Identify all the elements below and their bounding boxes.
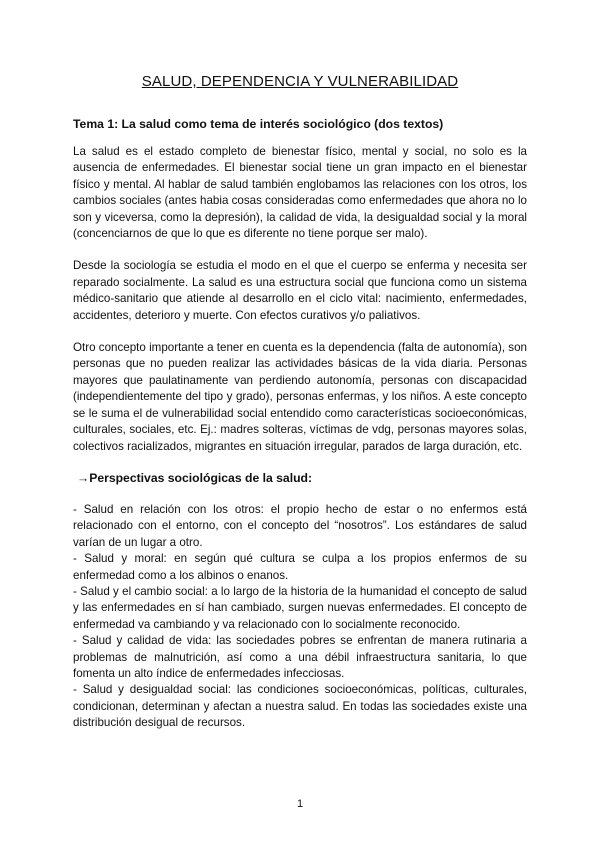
page-number: 1 [296, 798, 304, 810]
paragraph-health-definition: La salud es el estado completo de bienestar físico, mental y social, no solo es la ausencia de enfermedades. El bienestar social tiene un gran impacto en el bienestar físico y mental. Al hablar de salud también englobamos las relaciones con los otros, los cambios sociales (antes habia cosas consideradas como enfermedades que ahora no lo son y viceversa, como la depresión), la calidad de vida, la desigualdad social y la moral (concenciarnos de que lo que es diferente no tiene porque ser malo). [73, 145, 527, 241]
list-item: - Salud y calidad de vida: las sociedades pobres se enfrentan de manera rutinaria a problemas de malnutrición, así como a una débil infraestructura sanitaria, lo que fomenta un alto índice de enfermedades infecciosas. [73, 634, 527, 680]
paragraph-dependency: Otro concepto importante a tener en cuenta es la dependencia (falta de autonomía), son personas que no pueden realizar las actividades básicas de la vida diaria. Personas mayores que paulatinamente van perdiendo autonomía, personas con discapacidad (independientemente del tipo y grado), personas enfermas, y los niños. A este concepto se le suma el de vulnerabilidad social entendido como características socioeconómicas, culturales, sociales, etc. Ej.: madres solteras, víctimas de vdg, personas mayores solas, colectivos racializados, migrantes en situación irregular, parados de larga duración, etc. [73, 341, 527, 453]
list-item: - Salud y el cambio social: a lo largo de la historia de la humanidad el concepto de salud y las enfermedades en sí han cambiado, surgen nuevas enfermedades. El concepto de enfermedad va cambiando y va relacionado con lo socialmente reconocido. [73, 584, 527, 631]
paragraph-sociology-of-health: Desde la sociología se estudia el modo en el que el cuerpo se enferma y necesita ser reparado socialmente. La salud es una estructura social que funciona como un sistema médico-sanitario que atiende al desarrollo en el ciclo vital: nacimiento, enfermedades, accidentes, deterioro y muerte. Con efectos curativos y/o paliativos. [73, 259, 527, 322]
topic-heading: Tema 1: La salud como tema de interés sociológico (dos textos) [73, 117, 444, 131]
perspectives-list [73, 502, 527, 732]
section-heading-text: Perspectivas sociológicas de la salud: [89, 470, 313, 485]
document-title: SALUD, DEPENDENCIA Y VULNERABILIDAD [141, 73, 459, 90]
list-item: - Salud en relación con los otros: el propio hecho de estar o no enfermos está relacionado con el entorno, con el concepto del “nosotros”. Los estándares de salud varían de un lugar a otro. [73, 502, 527, 549]
list-item: - Salud y moral: en según qué cultura se culpa a los propios enfermos de su enfermedad como a los albinos o enanos. [73, 552, 527, 582]
arrow-icon: → [77, 470, 90, 485]
section-heading [73, 470, 527, 486]
page-content [73, 72, 527, 732]
list-item: - Salud y desigualdad social: las condiciones socioeconómicas, políticas, culturales, condicionan, determinan y afectan a nuestra salud. En todas las sociedades existe una distribución desigual de recursos. [73, 683, 527, 730]
